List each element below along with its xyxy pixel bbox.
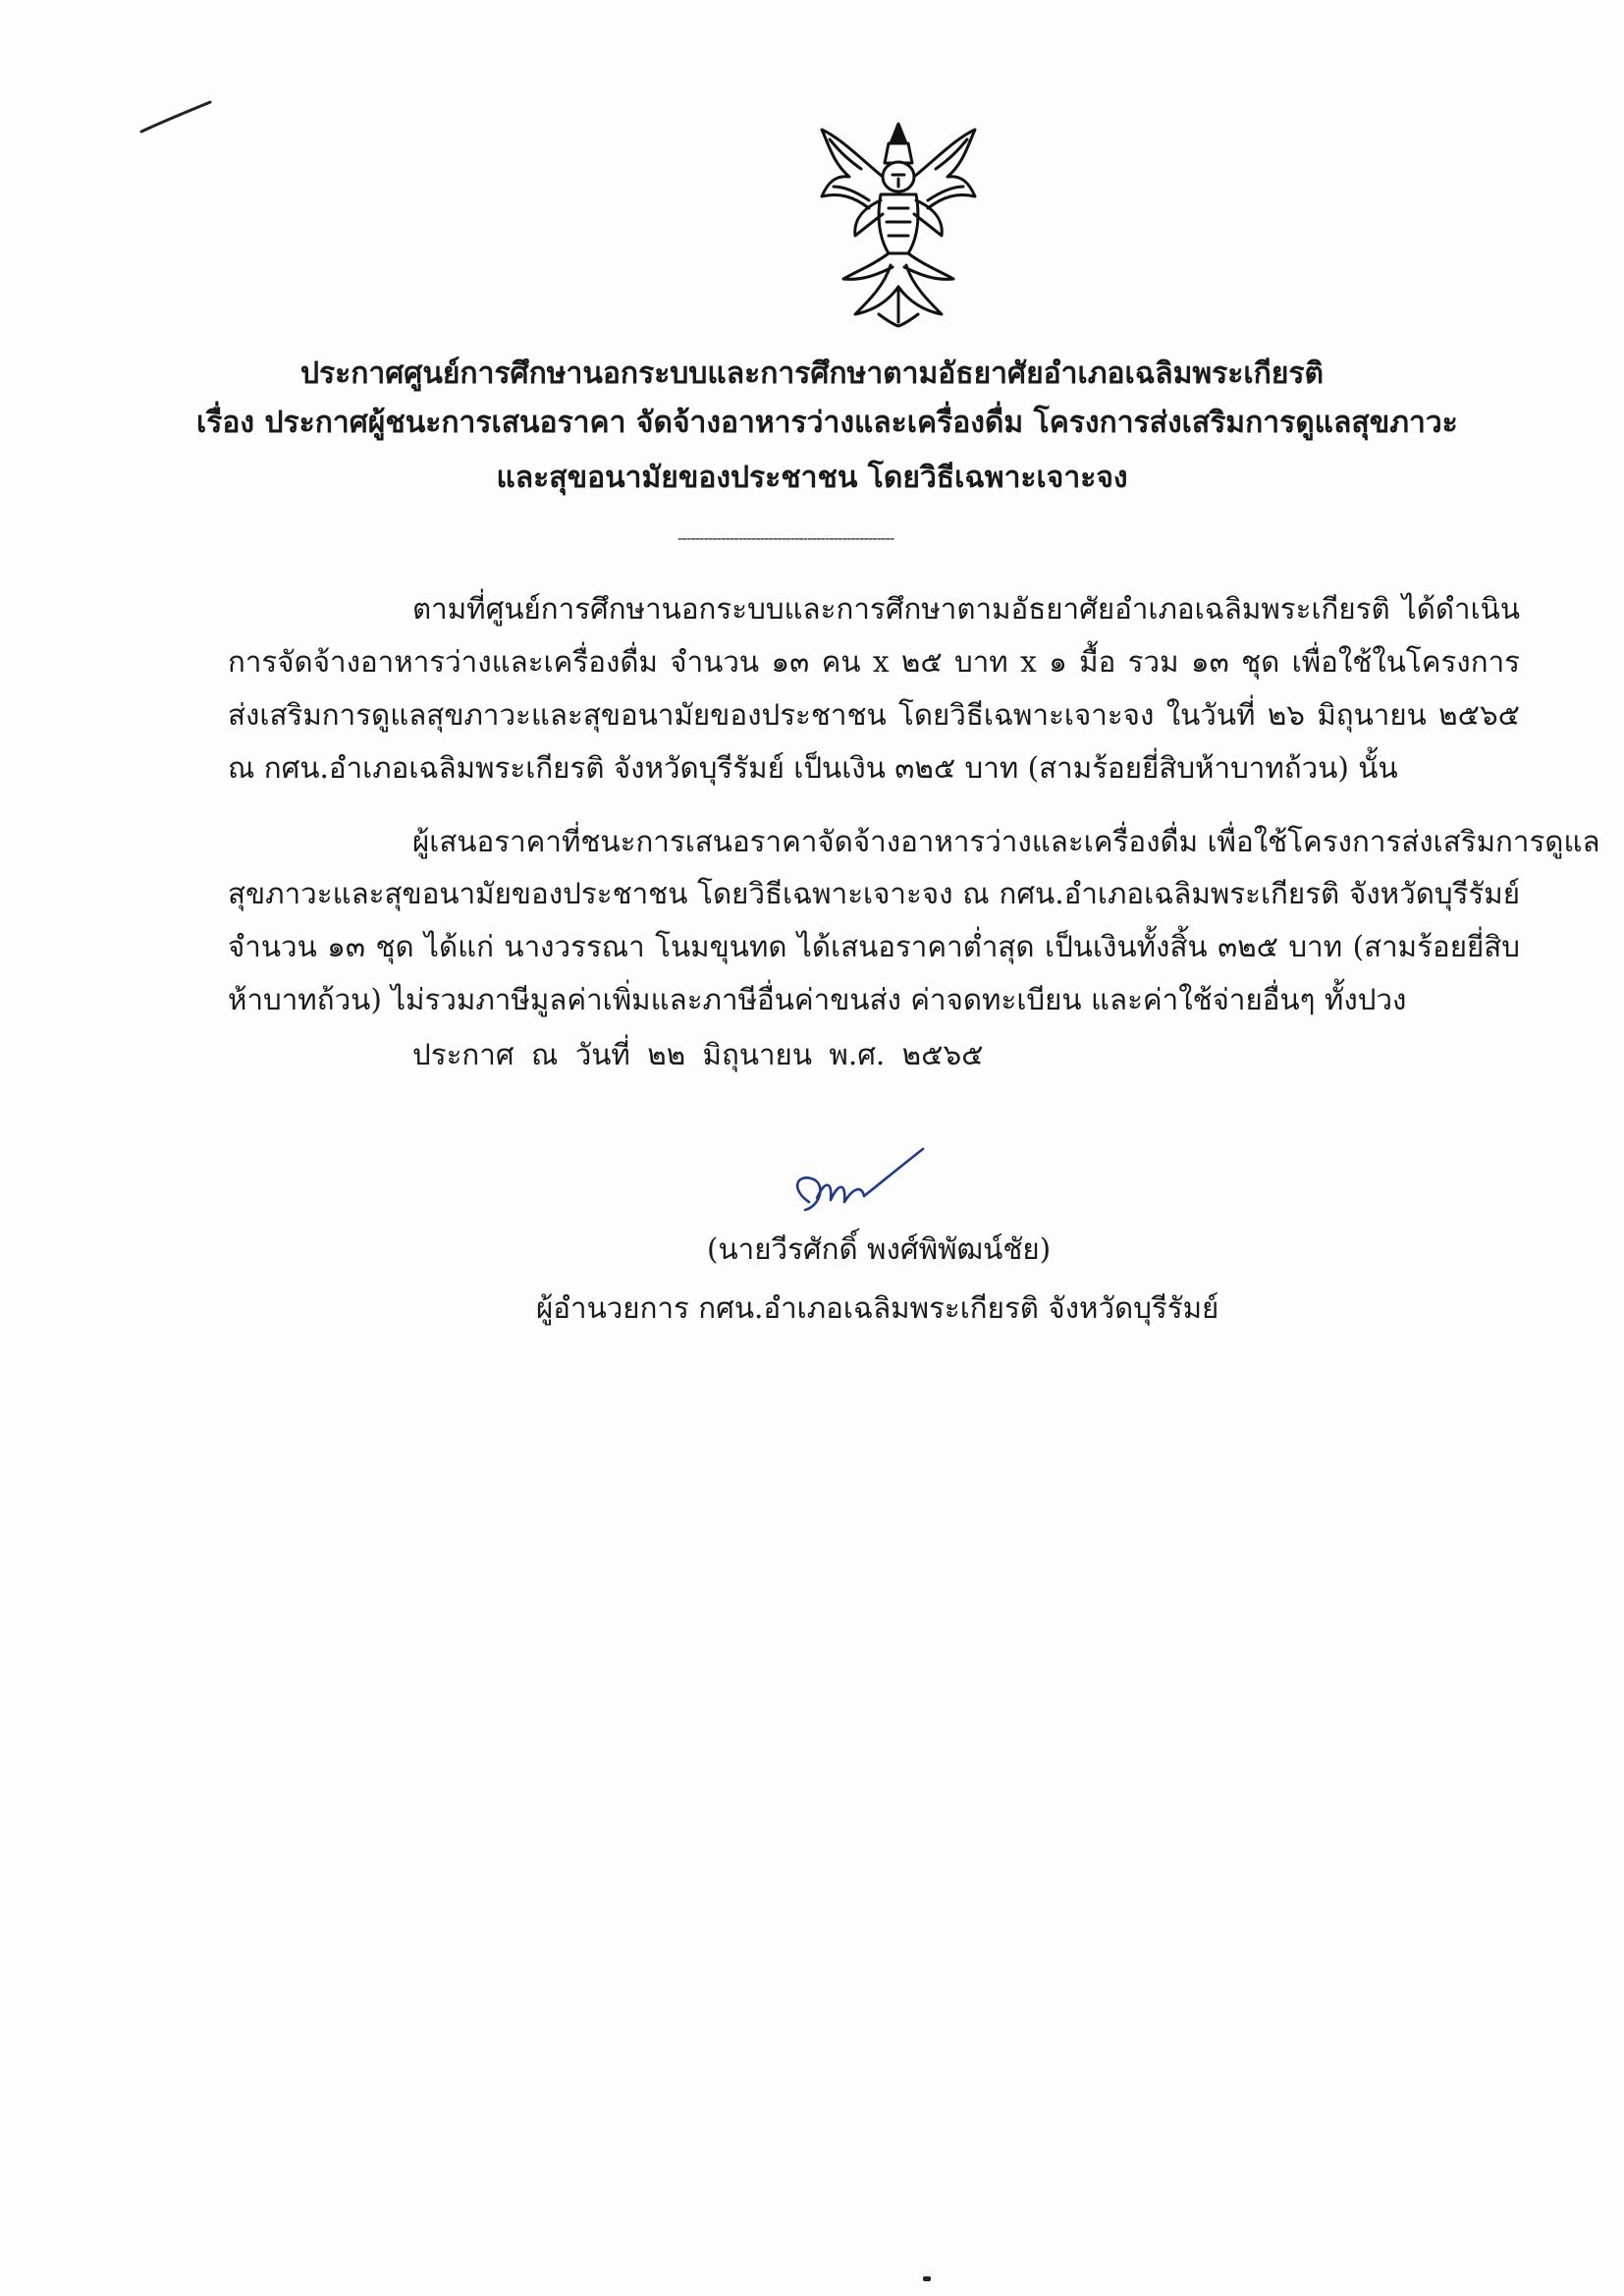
announcement-date: ประกาศ ณ วันที่ ๒๒ มิถุนายน พ.ศ. ๒๕๖๕ [412,1038,984,1071]
paragraph-line: ณ กศน.อำเภอเฉลิมพระเกียรติ จังหวัดบุรีรัมย์ เป็นเงิน ๓๒๕ บาท (สามร้อยยี่สิบห้าบาทถ้วน) นั้น [228,751,1398,785]
signer-name: (นายวีรศักดิ์ พงศ์พิพัฒน์ชัย) [707,1232,1052,1266]
paragraph-line: ห้าบาทถ้วน) ไม่รวมภาษีมูลค่าเพิ่มและภาษีอื่นค่าขนส่ง ค่าจดทะเบียน และค่าใช้จ่ายอื่นๆ ทั้งปวง [228,983,1407,1016]
signer-title: ผู้อำนวยการ กศน.อำเภอเฉลิมพระเกียรติ จังหวัดบุรีรัมย์ [536,1291,1219,1325]
paragraph-line: จำนวน ๑๓ ชุด ได้แก่ นางวรรณา โนมขุนทด ได้เสนอราคาต่ำสุด เป็นเงินทั้งสิ้น ๓๒๕ บาท (สามร้อยยี่สิบ [228,930,1520,963]
page-mark [923,2276,931,2281]
subject-line-continued: และสุขอนามัยของประชาชน โดยวิธีเฉพาะเจาะจง [496,461,1128,495]
paragraph-line: สุขภาวะและสุขอนามัยของประชาชน โดยวิธีเฉพาะเจาะจง ณ กศน.อำเภอเฉลิมพระเกียรติ จังหวัดบุรีรัมย์ [228,877,1520,910]
paragraph-line: ผู้เสนอราคาที่ชนะการเสนอราคาจัดจ้างอาหารว่างและเครื่องดื่ม เพื่อใช้โครงการส่งเสริมการดูแล [412,825,1600,858]
announcement-heading: ประกาศศูนย์การศึกษานอกระบบและการศึกษาตามอัธยาศัยอำเภอเฉลิมพระเกียรติ [299,356,1325,391]
handwritten-signature [782,1141,929,1220]
paragraph-line: ตามที่ศูนย์การศึกษานอกระบบและการศึกษาตามอัธยาศัยอำเภอเฉลิมพระเกียรติ ได้ดำเนิน [412,592,1520,626]
paragraph-line: การจัดจ้างอาหารว่างและเครื่องดื่ม จำนวน ๑๓ คน x ๒๕ บาท x ๑ มื้อ รวม ๑๓ ชุด เพื่อใช้ในโครงการ [228,645,1520,679]
heading-separator: -------------------------------------------------- [677,528,894,547]
garuda-emblem-icon [800,118,997,334]
pen-stroke-mark [137,98,216,137]
subject-line: เรื่อง ประกาศผู้ชนะการเสนอราคา จัดจ้างอาหารว่างและเครื่องดื่ม โครงการส่งเสริมการดูแลสุขภาวะ [196,406,1458,440]
paragraph-line: ส่งเสริมการดูแลสุขภาวะและสุขอนามัยของประชาชน โดยวิธีเฉพาะเจาะจง ในวันที่ ๒๖ มิถุนายน ๒๕๖๕ [228,698,1520,732]
